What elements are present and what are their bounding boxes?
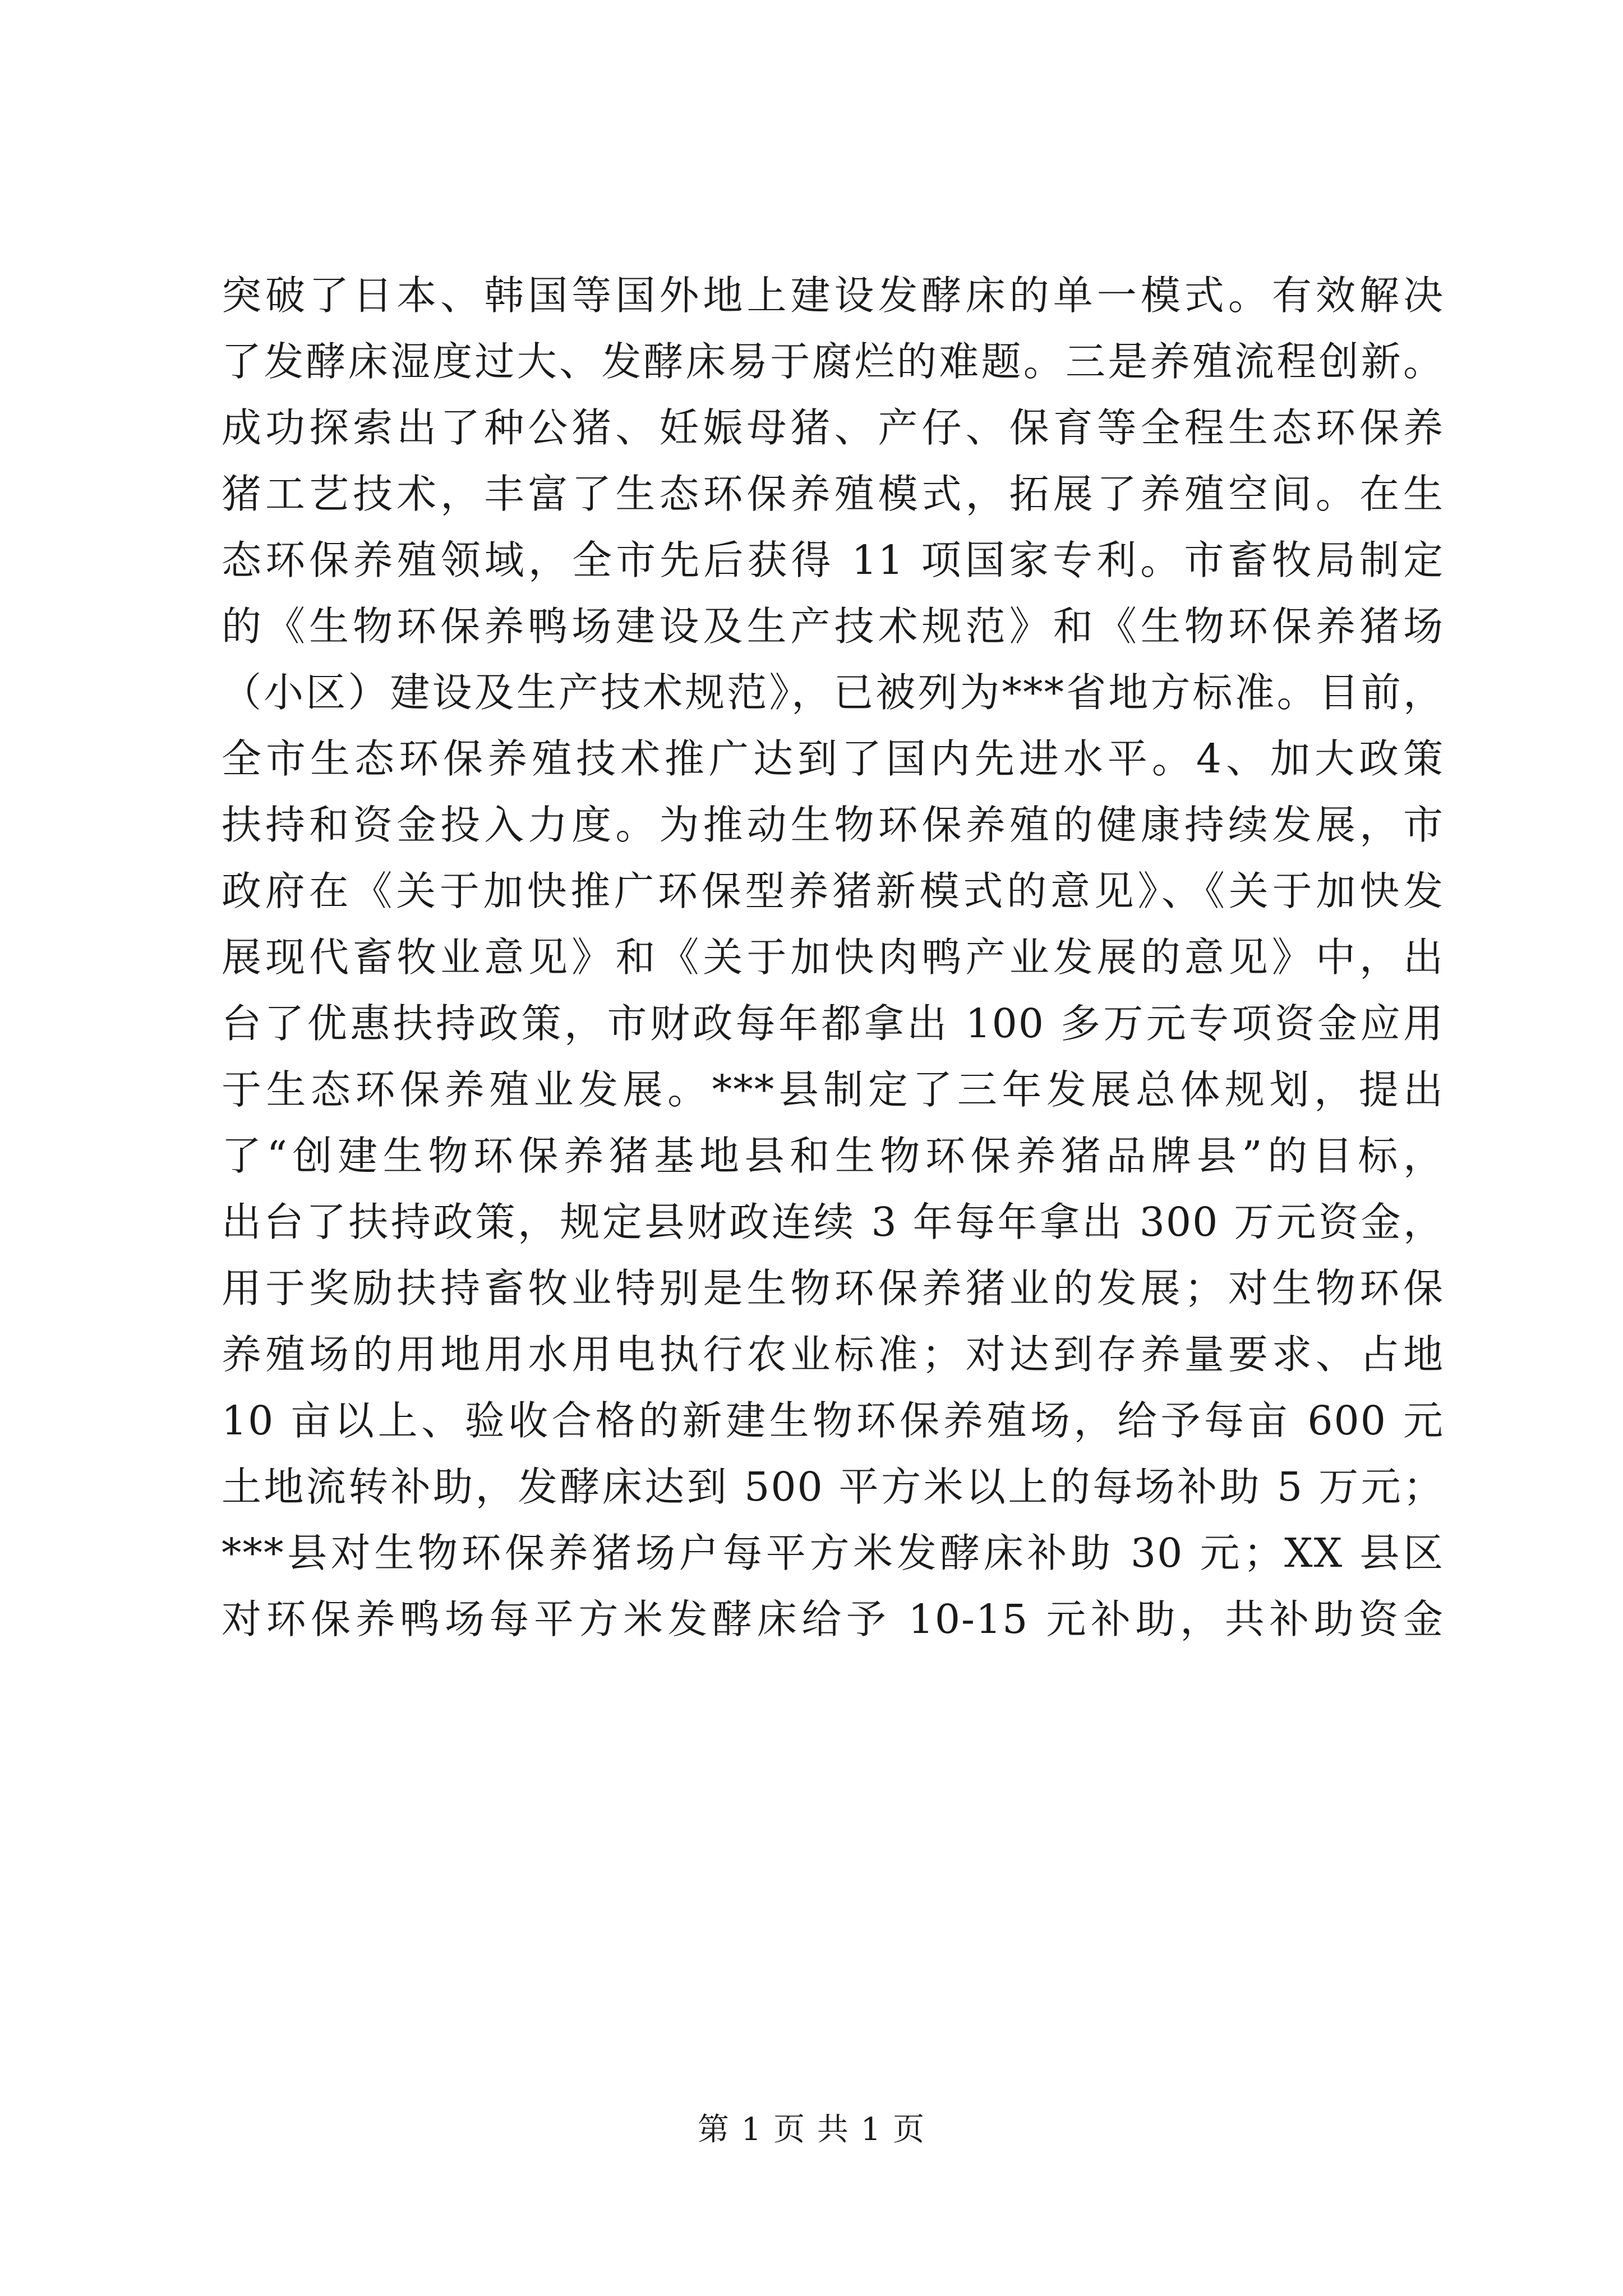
text-line-4: 猪工艺技术，丰富了生态环保养殖模式，拓展了养殖空间。在生 [222, 471, 1444, 517]
text-line-20: ***县对生物环保养猪场户每平方米发酵床补助 30 元；XX 县区 [222, 1530, 1444, 1576]
text-line-14: 了“创建生物环保养猪基地县和生物环保养猪品牌县”的目标， [222, 1133, 1444, 1179]
text-line-7: （小区）建设及生产技术规范》，已被列为***省地方标准。目前， [222, 669, 1444, 716]
text-line-15: 出台了扶持政策，规定县财政连续 3 年每年拿出 300 万元资金， [222, 1199, 1444, 1245]
text-line-3: 成功探索出了种公猪、妊娠母猪、产仔、保育等全程生态环保养 [222, 404, 1444, 451]
body-text [222, 263, 1444, 1653]
text-line-1: 突破了日本、韩国等国外地上建设发酵床的单一模式。有效解决 [222, 272, 1444, 319]
text-line-10: 政府在《关于加快推广环保型养猪新模式的意见》、《关于加快发 [222, 868, 1444, 914]
page-footer: 第 1 页 共 1 页 [697, 2111, 926, 2148]
text-line-5: 态环保养殖领域，全市先后获得 11 项国家专利。市畜牧局制定 [222, 537, 1444, 583]
text-line-21: 对环保养鸭场每平方米发酵床给予 10-15 元补助，共补助资金 [222, 1596, 1444, 1642]
text-line-19: 土地流转补助，发酵床达到 500 平方米以上的每场补助 5 万元； [222, 1464, 1444, 1510]
text-line-8: 全市生态环保养殖技术推广达到了国内先进水平。4、加大政策 [222, 735, 1444, 782]
text-line-11: 展现代畜牧业意见》和《关于加快肉鸭产业发展的意见》中，出 [222, 934, 1444, 981]
text-line-16: 用于奖励扶持畜牧业特别是生物环保养猪业的发展；对生物环保 [222, 1265, 1444, 1312]
text-line-6: 的《生物环保养鸭场建设及生产技术规范》和《生物环保养猪场 [222, 603, 1444, 650]
text-line-13: 于生态环保养殖业发展。***县制定了三年发展总体规划，提出 [222, 1066, 1444, 1113]
text-line-9: 扶持和资金投入力度。为推动生物环保养殖的健康持续发展，市 [222, 802, 1444, 848]
text-line-17: 养殖场的用地用水用电执行农业标准；对达到存养量要求、占地 [222, 1331, 1444, 1378]
text-line-2: 了发酵床湿度过大、发酵床易于腐烂的难题。三是养殖流程创新。 [222, 338, 1444, 385]
text-line-12: 台了优惠扶持政策，市财政每年都拿出 100 多万元专项资金应用 [222, 1000, 1444, 1047]
text-line-18: 10 亩以上、验收合格的新建生物环保养殖场，给予每亩 600 元 [222, 1397, 1444, 1444]
